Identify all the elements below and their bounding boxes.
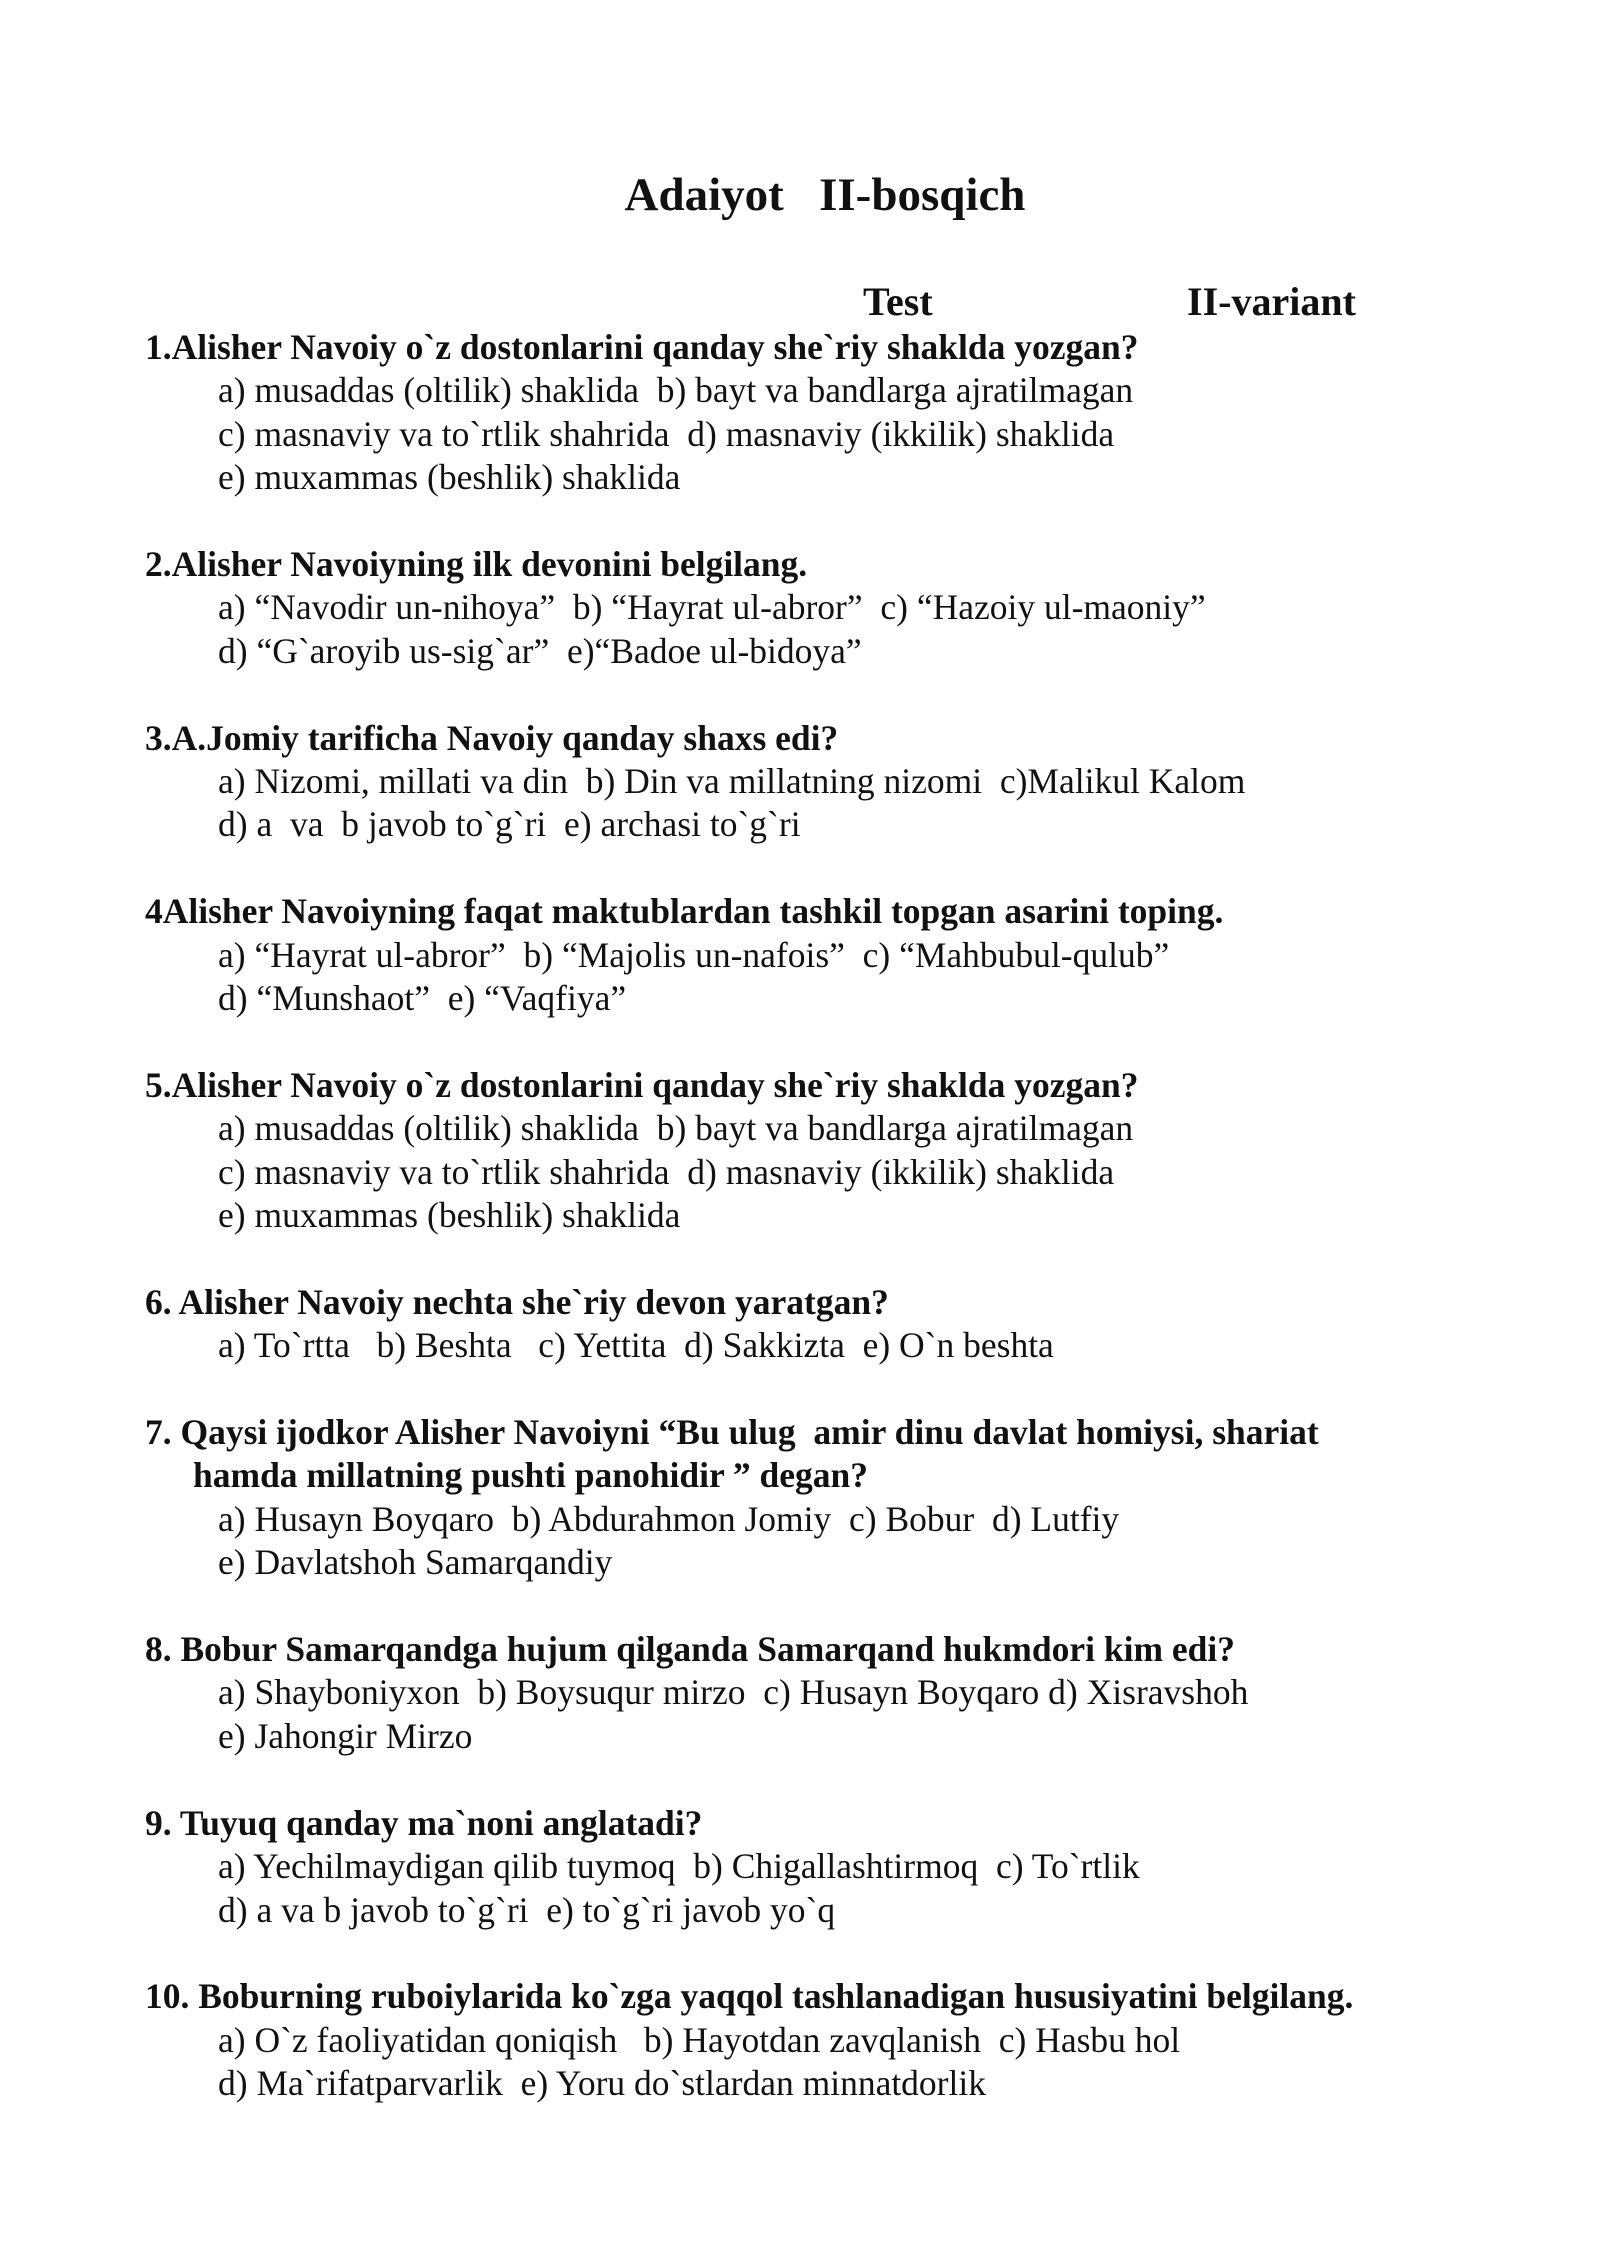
answer-options-line: d) “G`aroyib us-sig`ar” e)“Badoe ul-bidoya” <box>218 630 862 671</box>
question-text: 3.A.Jomiy tarificha Navoiy qanday shaxs edi? <box>145 717 839 758</box>
question-text: 4Alisher Navoiyning faqat maktublardan tashkil topgan asarini toping. <box>145 891 1224 932</box>
question-text: 8. Bobur Samarqandga hujum qilganda Samarqand hukmdori kim edi? <box>145 1629 1236 1670</box>
question-item <box>145 1411 1545 1585</box>
question-text: 7. Qaysi ijodkor Alisher Navoiyni “Bu ulug amir dinu davlat homiysi, shariat <box>145 1412 1319 1453</box>
test-label: Test <box>863 279 933 324</box>
question-item <box>145 1281 1545 1368</box>
question-item <box>145 1628 1545 1758</box>
answer-options-line: d) a va b javob to`g`ri e) archasi to`g`ri <box>218 804 801 845</box>
document-title: Adaiyot II-bosqich <box>624 169 1026 221</box>
answer-options-line: a) O`z faoliyatidan qoniqish b) Hayotdan zavqlanish c) Hasbu hol <box>218 2019 1181 2060</box>
answer-options-line: a) To`rtta b) Beshta c) Yettita d) Sakkizta e) O`n beshta <box>218 1325 1054 1366</box>
question-list <box>145 326 1545 2149</box>
question-item <box>145 890 1545 1020</box>
answer-options-line: c) masnaviy va to`rtlik shahrida d) masnaviy (ikkilik) shaklida <box>218 413 1115 454</box>
answer-options-line: e) muxammas (beshlik) shaklida <box>218 1195 681 1236</box>
variant-label: II-variant <box>1187 279 1356 324</box>
answer-options-line: e) muxammas (beshlik) shaklida <box>218 457 681 498</box>
question-item <box>145 326 1545 500</box>
question-item <box>145 543 1545 673</box>
answer-options-line: d) a va b javob to`g`ri e) to`g`ri javob yo`q <box>218 1889 836 1930</box>
answer-options-line: c) masnaviy va to`rtlik shahrida d) masnaviy (ikkilik) shaklida <box>218 1151 1115 1192</box>
answer-options-line: a) Yechilmaydigan qilib tuymoq b) Chigallashtirmoq c) To`rtlik <box>218 1846 1140 1887</box>
answer-options-line: a) musaddas (oltilik) shaklida b) bayt va bandlarga ajratilmagan <box>218 370 1134 411</box>
question-item <box>145 1975 1545 2105</box>
question-text: 1.Alisher Navoiy o`z dostonlarini qanday she`riy shaklda yozgan? <box>145 327 1139 367</box>
answer-options-line: a) Nizomi, millati va din b) Din va millatning nizomi c)Malikul Kalom <box>218 761 1246 802</box>
question-item <box>145 1802 1545 1932</box>
answer-options-line: d) Ma`rifatparvarlik e) Yoru do`stlardan minnatdorlik <box>218 2063 986 2104</box>
answer-options-line: e) Jahongir Mirzo <box>218 1715 473 1756</box>
question-text: hamda millatning pushti panohidir ” degan? <box>193 1455 869 1496</box>
question-text: 9. Tuyuq qanday ma`noni anglatadi? <box>145 1802 703 1843</box>
answer-options-line: a) Shayboniyxon b) Boysuqur mirzo c) Husayn Boyqaro d) Xisravshoh <box>218 1672 1249 1713</box>
answer-options-line: d) “Munshaot” e) “Vaqfiya” <box>218 978 627 1019</box>
question-text: 10. Boburning ruboiylarida ko`zga yaqqol tashlanadigan hususiyatini belgilang. <box>145 1976 1354 2017</box>
answer-options-line: a) Husayn Boyqaro b) Abdurahmon Jomiy c) Bobur d) Lutfiy <box>218 1498 1120 1539</box>
question-item <box>145 717 1545 847</box>
question-text: 2.Alisher Navoiyning ilk devonini belgilang. <box>145 544 808 585</box>
question-text: 5.Alisher Navoiy o`z dostonlarini qanday she`riy shaklda yozgan? <box>145 1064 1139 1105</box>
answer-options-line: e) Davlatshoh Samarqandiy <box>218 1542 613 1583</box>
question-item <box>145 1064 1545 1238</box>
answer-options-line: a) musaddas (oltilik) shaklida b) bayt va bandlarga ajratilmagan <box>218 1108 1134 1149</box>
question-text: 6. Alisher Navoiy nechta she`riy devon yaratgan? <box>145 1281 889 1322</box>
answer-options-line: a) “Hayrat ul-abror” b) “Majolis un-nafois” c) “Mahbubul-qulub” <box>218 934 1170 975</box>
answer-options-line: a) “Navodir un-nihoya” b) “Hayrat ul-abror” c) “Hazoiy ul-maoniy” <box>218 587 1206 628</box>
